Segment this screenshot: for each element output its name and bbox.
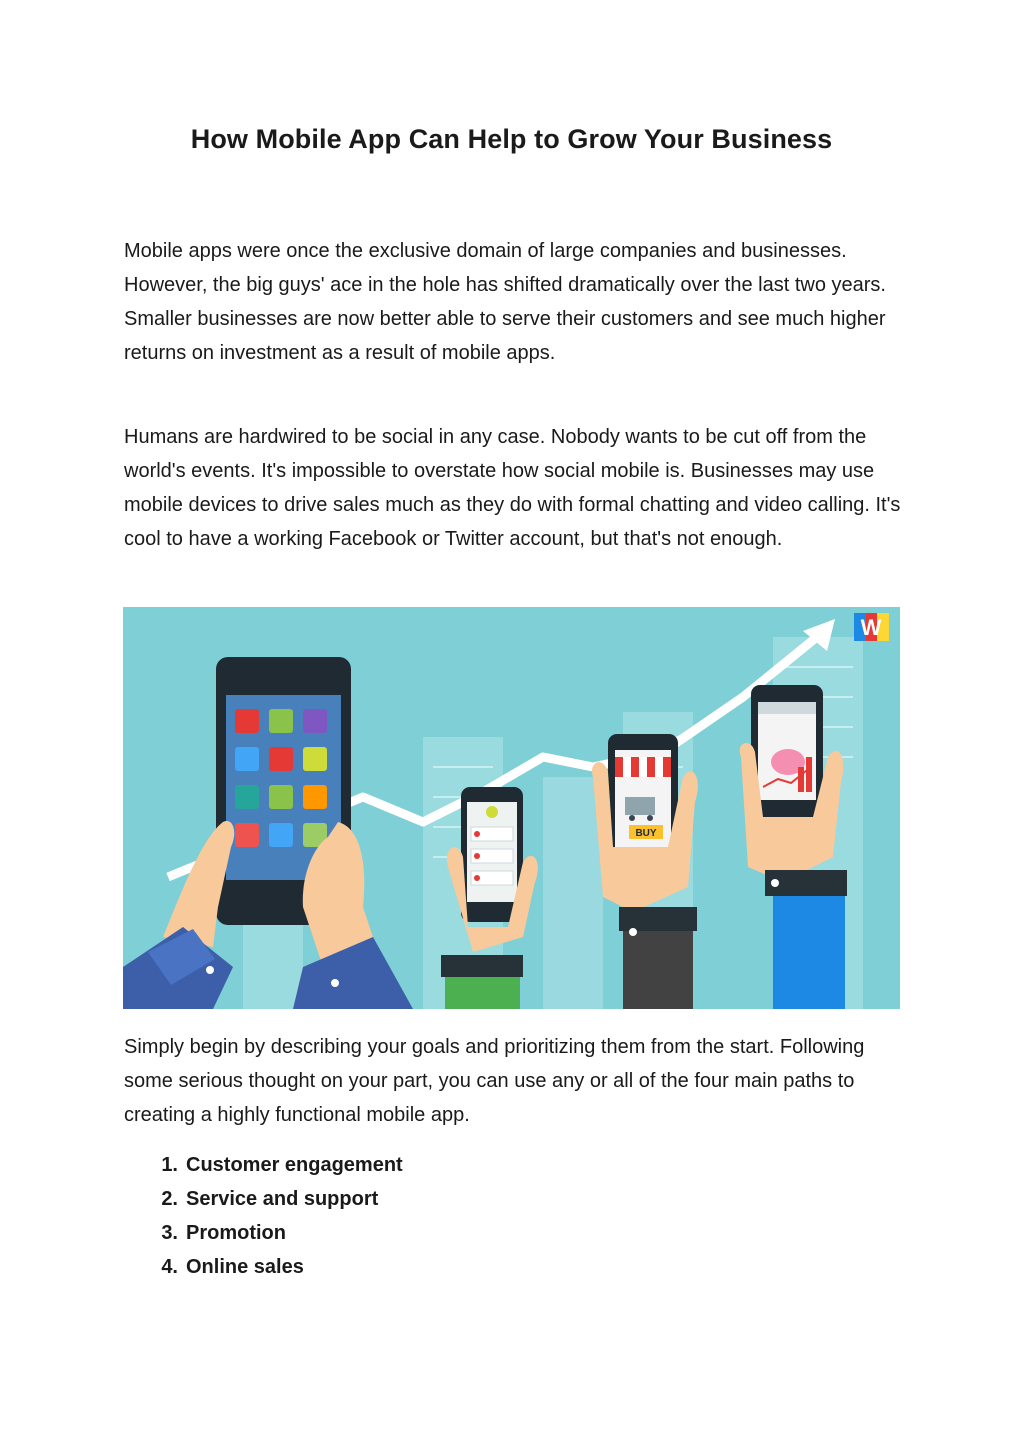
- page-title: How Mobile App Can Help to Grow Your Business: [190, 124, 833, 154]
- list-item: 4. Online sales: [161, 1256, 304, 1278]
- list-item: 3. Promotion: [161, 1222, 286, 1244]
- paths-list: [124, 1148, 403, 1284]
- social-paragraph: Humans are hardwired to be social in any case. Nobody wants to be cut off from the world's events. It's impossible to overstate how social mobile is. Businesses may use mobile devices to drive sales much as they do with formal chatting and video calling. It's cool to have a working Facebook or Twitter account, but that's not enough.: [124, 426, 901, 550]
- logo-letter: W: [860, 615, 882, 640]
- intro-paragraph: Mobile apps were once the exclusive domain of large companies and businesses. However, the big guys' ace in the hole has shifted dramatically over the last two years. Smaller businesses are now better able to serve their customers and see much higher returns on investment as a result of mobile apps.: [124, 240, 886, 364]
- goals-paragraph: Simply begin by describing your goals and prioritizing them from the start. Following some serious thought on your part, you can use any or all of the four main paths to creating a highly functional mobile app.: [124, 1036, 865, 1126]
- mobile-business-illustration: [123, 607, 900, 1009]
- list-item: 1. Customer engagement: [161, 1154, 403, 1176]
- list-item: 2. Service and support: [161, 1188, 379, 1210]
- buy-label: BUY: [635, 828, 657, 839]
